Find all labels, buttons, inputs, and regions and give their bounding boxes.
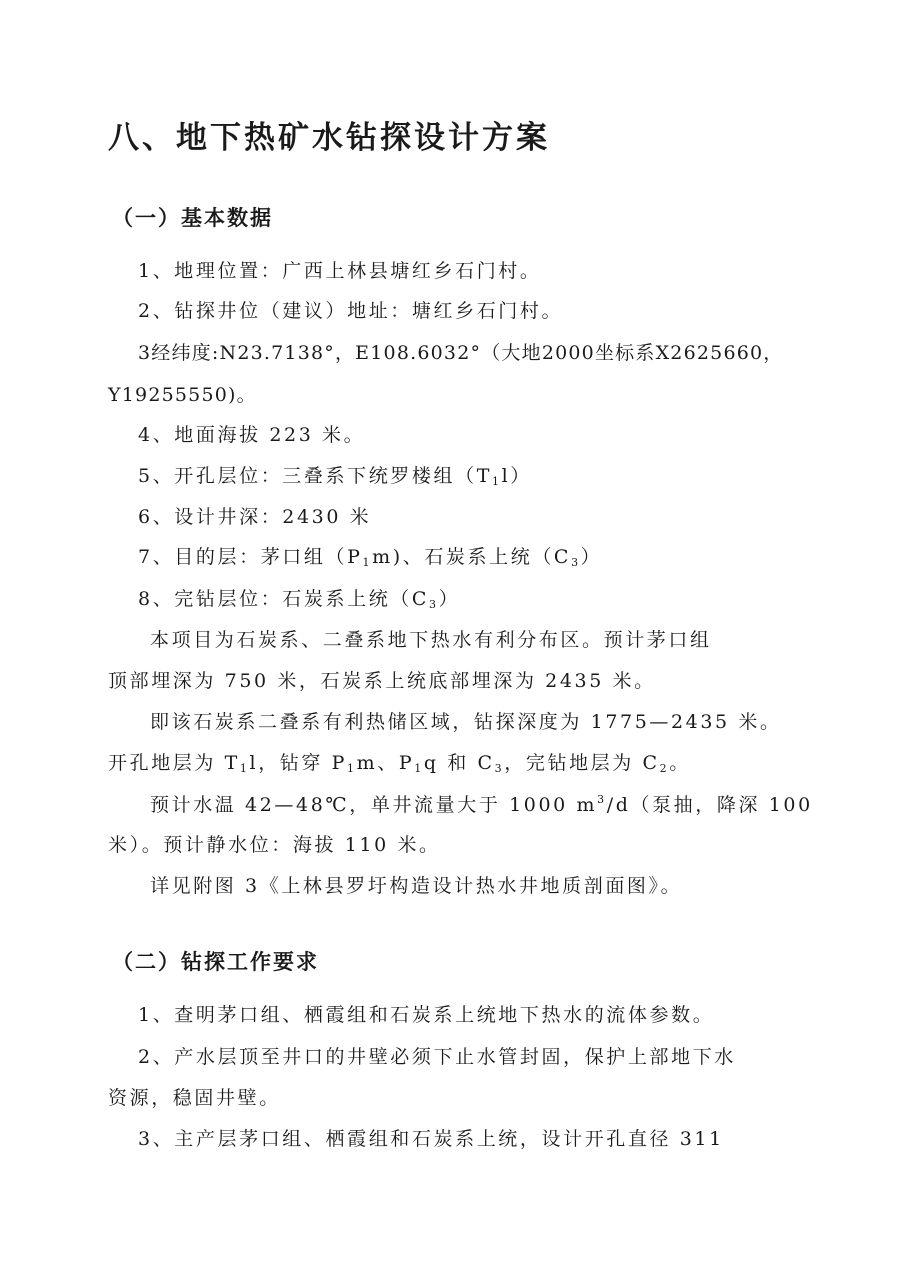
req-item3-line1: 3、主产层茅口组、栖霞组和石炭系上统，设计开孔直径 311 xyxy=(138,1128,724,1150)
item-well-site: 2、钻探井位（建议）地址：塘红乡石门村。 xyxy=(138,300,564,322)
item-location: 1、地理位置：广西上林县塘红乡石门村。 xyxy=(138,260,542,282)
para-water-temp-line1: 预计水温 42—48℃，单井流量大于 1000 $m^3/d$（泵抽，降深 100 xyxy=(150,793,813,816)
para-distribution-line1: 本项目为石炭系、二叠系地下热水有利分布区。预计茅口组 xyxy=(150,629,712,651)
req-item2-line2: 资源，稳固井壁。 xyxy=(108,1087,281,1109)
item-design-depth: 6、设计井深：2430 米 xyxy=(138,506,372,528)
req-item2-line1: 2、产水层顶至井口的井壁必须下止水管封固，保护上部地下水 xyxy=(138,1046,736,1068)
section-heading-drilling-requirements: （二）钻探工作要求 xyxy=(112,950,319,974)
section-heading-basic-data: （一）基本数据 xyxy=(112,206,273,230)
item-coordinates-line2: Y19255550)。 xyxy=(108,384,257,406)
para-distribution-line2: 顶部埋深为 750 米，石炭系上统底部埋深为 2435 米。 xyxy=(108,670,656,692)
req-item1: 1、查明茅口组、栖霞组和石炭系上统地下热水的流体参数。 xyxy=(138,1004,715,1026)
para-reservoir-line2: 开孔地层为 $T_1l$，钻穿 $P_1m$、$P_1q$ 和 $C_3$，完钻地层为 $C_2$。 xyxy=(108,752,691,775)
item-coordinates-line1: 3经纬度:N23.7138°，E108.6032°（大地2000坐标系X2625660， xyxy=(138,342,784,364)
para-water-temp-line2: 米）。预计静水位：海拔 110 米。 xyxy=(108,834,441,856)
item-final-layer: 8、完钻层位：石炭系上统$(C_3)$ xyxy=(138,588,461,611)
item-target-layer: 7、目的层：茅口组$(P_1m)$、石炭系上统$(C_3)$ xyxy=(138,546,603,569)
page-title: 八、地下热矿水钻探设计方案 xyxy=(108,120,550,156)
para-see-figure: 详见附图 3《上林县罗圩构造设计热水井地质剖面图》。 xyxy=(150,875,683,897)
item-elevation: 4、地面海拔 223 米。 xyxy=(138,424,366,446)
para-reservoir-line1: 即该石炭系二叠系有利热储区域，钻探深度为 1775—2435 米。 xyxy=(150,711,782,733)
item-opening-layer: 5、开孔层位：三叠系下统罗楼组$(T_1l)$ xyxy=(138,465,532,488)
